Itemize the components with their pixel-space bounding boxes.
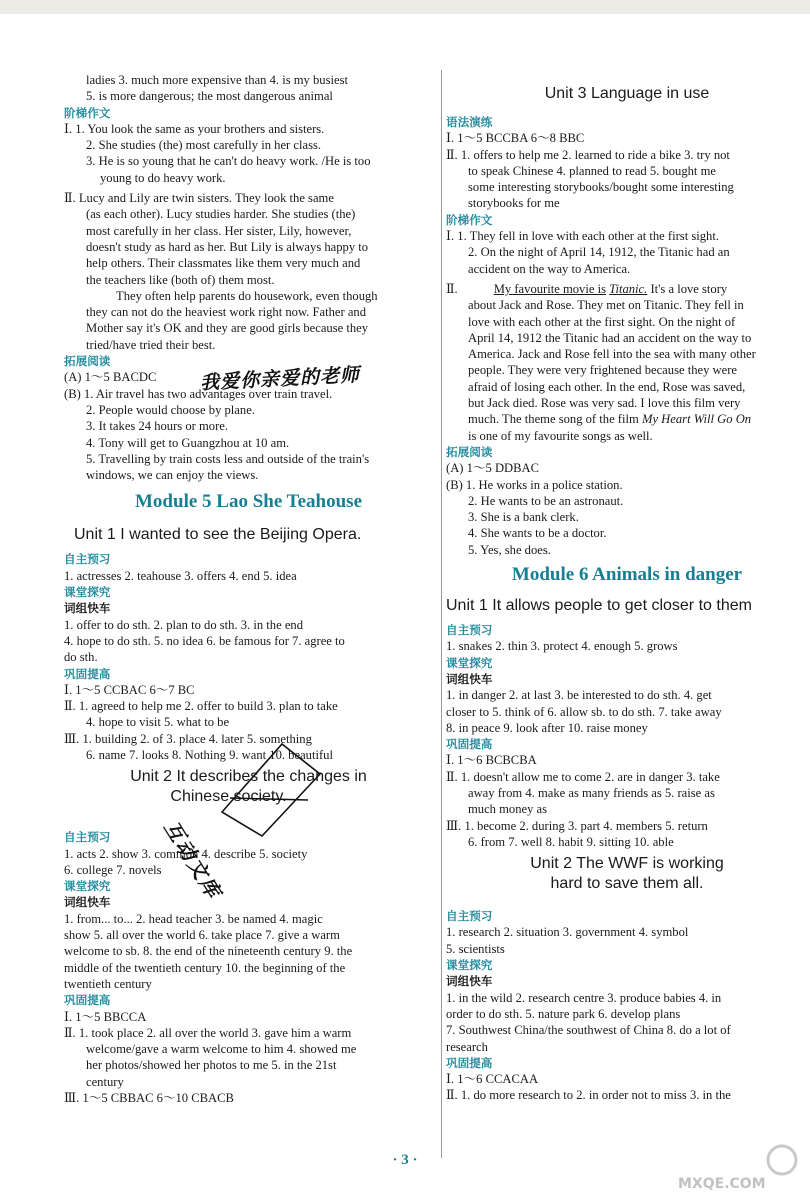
essay-line: Mother say it's OK and they are good girls because they (86, 321, 369, 336)
page-number: · 3 · (392, 1152, 418, 1168)
essay-line: love with each other at the first sight. On the night of (468, 314, 736, 329)
unit-heading: Unit 2 The WWF is working (530, 855, 724, 873)
essay-line (446, 411, 808, 427)
answer-line: 1. acts 2. show 3. common 4. describe 5. society (64, 846, 308, 861)
answer-line: Ⅲ. 1. building 2. of 3. place 4. later 5. something (64, 731, 312, 746)
right-column (446, 84, 808, 1104)
answer-line: welcome to sb. 8. the end of the nineteenth century 9. the (64, 944, 353, 959)
answer-line: research (446, 1039, 488, 1054)
answer-line: accident on the way to America. (468, 261, 631, 276)
answer-line: Ⅱ. 1. agreed to help me 2. offer to build 3. plan to take (64, 699, 338, 714)
answer-line: Ⅰ. 1～5 BBCCA (64, 1009, 147, 1024)
essay-line: Ⅱ. Lucy and Lily are twin sisters. They look the same (64, 191, 334, 206)
answer-line: 5. Yes, she does. (468, 542, 551, 557)
essay-line: They often help parents do housework, even though (116, 288, 378, 303)
essay-text: much. The theme song of the film (468, 412, 639, 427)
answer-line: 5. Travelling by train costs less and outside of the train's (86, 451, 370, 466)
section-heading-ketang: 课堂探究 (64, 585, 111, 600)
answer-line: Ⅰ. 1～6 CCACAA (446, 1072, 539, 1087)
answer-line: windows, we can enjoy the views. (86, 468, 259, 483)
section-heading-gonggu: 巩固提高 (446, 737, 493, 752)
answer-line: welcome/gave a warm welcome to him 4. showed me (86, 1042, 357, 1057)
section-heading-ketang: 课堂探究 (446, 958, 493, 973)
answer-line: closer to 5. think of 6. allow sb. to do sth. 7. take away (446, 704, 722, 719)
essay-line: Ⅱ. My favourite movie is Titanic. It's a love story (446, 281, 728, 296)
answer-line: 2. On the night of April 14, 1912, the Titanic had an (468, 245, 730, 260)
section-heading-yufa: 语法演练 (446, 115, 493, 129)
section-heading-jieti: 阶梯作文 (64, 105, 111, 120)
unit-heading: hard to save them all. (550, 875, 704, 893)
answer-line: Ⅱ. 1. do more research to 2. in order not to miss 3. in the (446, 1088, 731, 1103)
answer-line: 7. Southwest China/the southwest of China 8. do a lot of (446, 1023, 731, 1038)
section-heading-zizhu: 自主预习 (64, 552, 111, 567)
section-heading-zizhu: 自主预习 (64, 830, 111, 845)
page-top-edge (0, 0, 810, 14)
answer-line: 3. She is a bank clerk. (468, 510, 579, 525)
answer-line: (A) 1～5 DDBAC (446, 461, 540, 476)
answer-line: (A) 1～5 BACDC (64, 370, 157, 385)
essay-text: It's a love story (650, 281, 728, 296)
essay-line: about Jack and Rose. They met on Titanic. They fell in (468, 298, 744, 313)
subsection-heading-cizu: 词组快车 (64, 895, 111, 910)
answer-line: 2. People would choose by plane. (86, 402, 255, 417)
answer-line: 4. Tony will get to Guangzhou at 10 am. (86, 435, 290, 450)
answer-line: some interesting storybooks/bought some interesting (468, 180, 734, 195)
answer-line: 4. hope to visit 5. what to be (86, 715, 230, 730)
answer-line: do sth. (64, 650, 98, 665)
answer-line: young to do heavy work. (100, 170, 226, 185)
answer-line: 5. is more dangerous; the most dangerous animal (86, 89, 333, 104)
answer-line: 3. He is so young that he can't do heavy work. /He is too (86, 154, 371, 169)
answer-line: twentieth century (64, 976, 152, 991)
answer-line: 6. name 7. looks 8. Nothing 9. want 10. beautiful (86, 747, 333, 762)
answer-line: middle of the twentieth century 10. the beginning of the (64, 960, 346, 975)
answer-line: 3. It takes 24 hours or more. (86, 419, 228, 434)
answer-line: to speak Chinese 4. planned to read 5. bought me (468, 163, 716, 178)
subsection-heading-cizu: 词组快车 (446, 671, 493, 686)
answer-line: 4. hope to do sth. 5. no idea 6. be famous for 7. agree to (64, 633, 345, 648)
section-heading-jieti: 阶梯作文 (446, 212, 493, 227)
essay-line: but Jack died. Rose was very sad. I love this film very (468, 396, 741, 411)
essay-line: the teachers like (both of) them most. (86, 272, 275, 287)
essay-line: afraid of losing each other. In the end, Rose was saved, (468, 379, 746, 394)
answer-line: 6. from 7. well 8. habit 9. sitting 10. able (468, 834, 674, 849)
answer-line: storybooks for me (468, 196, 560, 211)
answer-line: century (86, 1074, 124, 1089)
answer-line: 1. offer to do sth. 2. plan to do sth. 3. in the end (64, 617, 304, 632)
essay-line: they can not do the heaviest work right now. Father and (86, 305, 367, 320)
module-heading-5: Module 5 Lao She Teahouse (135, 491, 362, 513)
essay-line: is one of my favourite songs as well. (468, 428, 653, 443)
section-heading-gonggu: 巩固提高 (446, 1055, 493, 1070)
answer-line: 6. college 7. novels (64, 862, 162, 877)
answer-line: 1. snakes 2. thin 3. protect 4. enough 5. grows (446, 639, 678, 654)
essay-line: April 14, 1912 the Titanic had an accident on the way to (468, 330, 752, 345)
unit-heading: Chinese society. (170, 788, 287, 806)
section-heading-ketang: 课堂探究 (64, 879, 111, 894)
film-title: Titanic. (609, 281, 648, 296)
section-heading-ketang: 课堂探究 (446, 655, 493, 670)
answer-line: (B) 1. He works in a police station. (446, 477, 623, 492)
answer-line: 8. in peace 9. look after 10. raise money (446, 720, 648, 735)
watermark-text: MXQE.COM (678, 1176, 766, 1190)
section-heading-gonggu: 巩固提高 (64, 993, 111, 1008)
answer-line: 5. scientists (446, 941, 505, 956)
watermark-logo (674, 1140, 804, 1190)
unit-heading: Unit 2 It describes the changes in (130, 768, 367, 786)
answer-line: 1. in the wild 2. research centre 3. produce babies 4. in (446, 990, 722, 1005)
answer-line: Ⅱ. 1. doesn't allow me to come 2. are in danger 3. take (446, 769, 720, 784)
module-heading-6: Module 6 Animals in danger (511, 564, 743, 586)
section-heading-zizhu: 自主预习 (446, 909, 493, 924)
essay-line: most carefully in her class. Her sister, Lily, however, (86, 223, 352, 238)
answer-line: 2. She studies (the) most carefully in her class. (86, 138, 322, 153)
answer-line: away from 4. make as many friends as 5. raise as (468, 785, 715, 800)
answer-line: 2. He wants to be an astronaut. (468, 493, 624, 508)
answer-line: Ⅰ. 1. You look the same as your brothers and sisters. (64, 121, 325, 136)
answer-line: 1. from... to... 2. head teacher 3. be named 4. magic (64, 911, 323, 926)
subsection-heading-cizu: 词组快车 (64, 601, 111, 616)
handwritten-note: 我爱你亲爱的老师 (199, 363, 361, 395)
song-title: My Heart Will Go On (641, 412, 752, 427)
answer-line: much money as (468, 802, 548, 817)
unit-heading: Unit 1 It allows people to get closer to them (446, 597, 752, 615)
answer-line: Ⅲ. 1. become 2. during 3. part 4. members 5. return (446, 818, 708, 833)
answer-line: 1. actresses 2. teahouse 3. offers 4. end 5. idea (64, 568, 297, 583)
essay-line: help others. Their classmates like them very much and (86, 256, 361, 271)
answer-line: Ⅱ. 1. took place 2. all over the world 3. gave him a warm (64, 1025, 352, 1040)
essay-line: tried/have tried their best. (86, 337, 216, 352)
essay-line: (as each other). Lucy studies harder. She studies (the) (86, 207, 356, 222)
answer-line: Ⅲ. 1～5 CBBAC 6～10 CBACB (64, 1091, 234, 1106)
answer-line: 1. research 2. situation 3. government 4. symbol (446, 925, 689, 940)
essay-line: America. Jack and Rose fell into the sea with many other (468, 347, 756, 362)
essay-underline: My favourite movie is (493, 281, 606, 296)
answer-line: show 5. all over the world 6. take place 7. give a warm (64, 928, 340, 943)
answer-line: Ⅰ. 1～5 CCBAC 6～7 BC (64, 682, 195, 697)
section-heading-tuozhan: 拓展阅读 (64, 354, 111, 369)
column-divider (441, 70, 442, 1158)
unit-heading: Unit 3 Language in use (544, 85, 710, 102)
unit-heading: Unit 1 I wanted to see the Beijing Opera. (74, 526, 362, 544)
section-heading-gonggu: 巩固提高 (64, 666, 111, 681)
answer-line: Ⅰ. 1～6 BCBCBA (446, 753, 537, 768)
handwritten-note: 互动文库 (159, 816, 227, 904)
answer-line: Ⅰ. 1～5 BCCBA 6～8 BBC (446, 131, 585, 146)
answer-line: (B) 1. Air travel has two advantages over train travel. (64, 386, 333, 401)
section-heading-zizhu: 自主预习 (446, 623, 493, 638)
answer-line: order to do sth. 5. nature park 6. develop plans (446, 1006, 681, 1021)
answer-line: Ⅱ. 1. offers to help me 2. learned to ride a bike 3. try not (446, 147, 730, 162)
essay-line: people. They were very frightened because they were (468, 363, 738, 378)
answer-line: Ⅰ. 1. They fell in love with each other at the first sight. (446, 229, 719, 244)
subsection-heading-cizu: 词组快车 (446, 974, 493, 989)
answer-line: 4. She wants to be a doctor. (468, 526, 607, 541)
answer-line: ladies 3. much more expensive than 4. is my busiest (86, 73, 348, 87)
answer-line: her photos/showed her photos to me 5. in the 21st (86, 1058, 337, 1073)
answer-line: 1. in danger 2. at last 3. be interested to do sth. 4. get (446, 688, 712, 703)
essay-line: doesn't study as hard as her. But Lily is always happy to (86, 239, 369, 254)
left-column (64, 72, 433, 1106)
section-heading-tuozhan: 拓展阅读 (446, 444, 493, 459)
